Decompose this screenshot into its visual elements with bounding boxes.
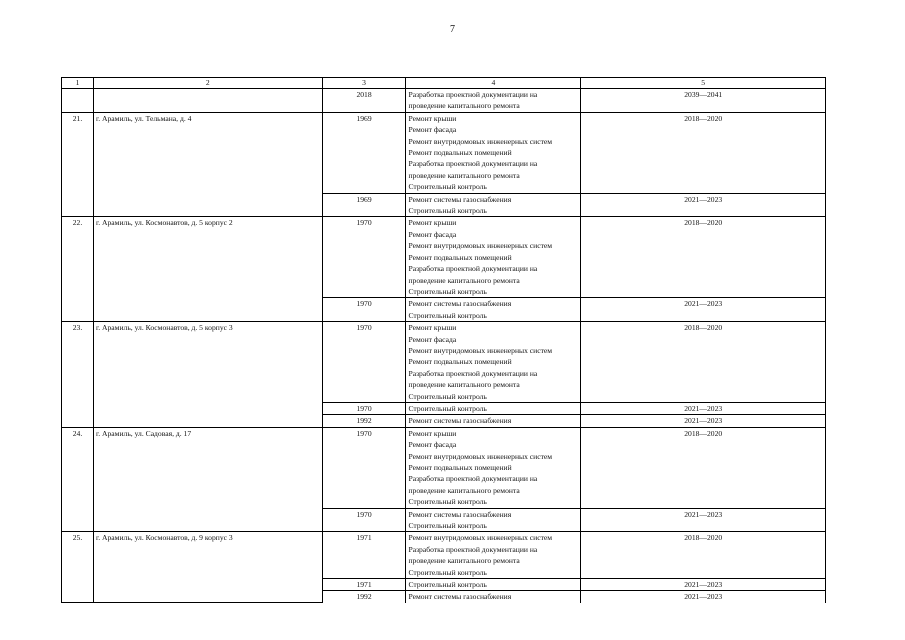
entry-number: 21. — [62, 112, 94, 217]
entry-works — [406, 402, 581, 414]
work-line: Строительный контроль — [408, 521, 487, 531]
work-line: Строительный контроль — [408, 182, 487, 192]
work-line: Разработка проектной документации на — [408, 159, 538, 169]
page-number: 7 — [450, 24, 455, 35]
work-line: Разработка проектной документации на — [408, 264, 538, 274]
work-line: Разработка проектной документации на — [408, 544, 538, 554]
header-cell-3: 3 — [322, 78, 406, 89]
entry-works — [406, 217, 581, 298]
entry-year: 1970 — [322, 427, 406, 508]
entry-year: 1970 — [322, 402, 406, 414]
entry-year: 1970 — [322, 217, 406, 298]
entry-works — [406, 532, 581, 579]
entry-period: 2021—2023 — [581, 402, 826, 414]
entry-works — [406, 508, 581, 532]
work-line: проведение капитального ремонта — [408, 485, 520, 495]
work-line: Ремонт крыши — [408, 428, 457, 438]
work-line: Ремонт системы газоснабжения — [408, 416, 512, 426]
header-cell-5: 5 — [581, 78, 826, 89]
entry-period: 2021—2023 — [581, 193, 826, 217]
work-line: Ремонт крыши — [408, 323, 457, 333]
entry-period: 2021—2023 — [581, 579, 826, 591]
table-row — [62, 427, 826, 508]
entry-number: 23. — [62, 322, 94, 428]
entry-address: г. Арамиль, ул. Садовая, д. 17 — [93, 427, 322, 532]
entry-works — [406, 298, 581, 322]
entry-period: 2018—2020 — [581, 427, 826, 508]
work-line: Ремонт фасада — [408, 440, 457, 450]
work-line: Ремонт системы газоснабжения — [408, 194, 512, 204]
header-cell-2: 2 — [93, 78, 322, 89]
work-line: Разработка проектной документации на — [408, 368, 538, 378]
entry-works — [406, 112, 581, 193]
entry-year: 1970 — [322, 508, 406, 532]
work-line: Ремонт системы газоснабжения — [408, 509, 512, 519]
work-line: Строительный контроль — [408, 497, 487, 507]
continuation-works — [406, 89, 581, 113]
work-line: Ремонт внутридомовых инженерных систем — [408, 345, 553, 355]
entry-address: г. Арамиль, ул. Тельмана, д. 4 — [93, 112, 322, 217]
entry-works — [406, 427, 581, 508]
entry-year: 1992 — [322, 415, 406, 427]
entry-period: 2021—2023 — [581, 298, 826, 322]
work-line: Строительный контроль — [408, 580, 487, 590]
continuation-num-cell — [62, 89, 94, 113]
work-line: Ремонт фасада — [408, 334, 457, 344]
work-line: Ремонт фасада — [408, 125, 457, 135]
entry-year: 1971 — [322, 532, 406, 579]
work-line: Строительный контроль — [408, 206, 487, 216]
entry-period: 2018—2020 — [581, 532, 826, 579]
work-line: Ремонт системы газоснабжения — [408, 592, 512, 602]
work-line: Ремонт крыши — [408, 218, 457, 228]
entry-number: 25. — [62, 532, 94, 603]
work-line: Ремонт системы газоснабжения — [408, 299, 512, 309]
entry-works — [406, 193, 581, 217]
continuation-period: 2039—2041 — [581, 89, 826, 113]
work-line: Ремонт подвальных помещений — [408, 148, 512, 158]
table-row — [62, 112, 826, 193]
entry-address: г. Арамиль, ул. Космонавтов, д. 5 корпус 3 — [93, 322, 322, 428]
table-header-row — [62, 78, 826, 89]
entry-address: г. Арамиль, ул. Космонавтов, д. 9 корпус 3 — [93, 532, 322, 603]
entry-works — [406, 591, 581, 603]
work-line: Ремонт внутридомовых инженерных систем — [408, 451, 553, 461]
work-line: Ремонт подвальных помещений — [408, 463, 512, 472]
work-line: Ремонт внутридомовых инженерных систем — [408, 241, 553, 251]
entry-year: 1969 — [322, 193, 406, 217]
works-table — [61, 77, 826, 603]
entry-period: 2021—2023 — [581, 591, 826, 603]
entry-period: 2018—2020 — [581, 217, 826, 298]
continuation-row — [62, 89, 826, 113]
work-line: Ремонт подвальных помещений — [408, 357, 512, 367]
entry-number: 22. — [62, 217, 94, 322]
entry-address: г. Арамиль, ул. Космонавтов, д. 5 корпус 2 — [93, 217, 322, 322]
entry-number: 24. — [62, 427, 94, 532]
entry-period: 2021—2023 — [581, 415, 826, 427]
entry-works — [406, 415, 581, 427]
work-line: Ремонт фасада — [408, 229, 457, 239]
entry-year: 1971 — [322, 579, 406, 591]
continuation-address-cell — [93, 89, 322, 113]
header-cell-4: 4 — [406, 78, 581, 89]
work-line: проведение капитального ремонта — [408, 101, 520, 111]
entry-works — [406, 322, 581, 403]
entry-year: 1992 — [322, 591, 406, 603]
work-line: Разработка проектной документации на — [408, 474, 538, 484]
table-row — [62, 322, 826, 403]
work-line: проведение капитального ремонта — [408, 170, 520, 180]
work-line: проведение капитального ремонта — [408, 380, 520, 390]
entry-period: 2018—2020 — [581, 322, 826, 403]
work-line: проведение капитального ремонта — [408, 275, 520, 285]
continuation-year: 2018 — [322, 89, 406, 113]
work-line: Строительный контроль — [408, 391, 487, 401]
entry-year: 1970 — [322, 298, 406, 322]
entry-year: 1969 — [322, 112, 406, 193]
work-line: Разработка проектной документации на — [408, 90, 538, 99]
entry-period: 2018—2020 — [581, 112, 826, 193]
work-line: проведение капитального ремонта — [408, 556, 520, 566]
entry-year: 1970 — [322, 322, 406, 403]
work-line: Строительный контроль — [408, 567, 487, 577]
work-line: Строительный контроль — [408, 310, 487, 320]
work-line: Ремонт подвальных помещений — [408, 252, 512, 262]
table-row — [62, 532, 826, 579]
work-line: Строительный контроль — [408, 403, 487, 413]
work-line: Ремонт крыши — [408, 113, 457, 123]
entry-period: 2021—2023 — [581, 508, 826, 532]
work-line: Ремонт внутридомовых инженерных систем — [408, 533, 553, 543]
work-line: Ремонт внутридомовых инженерных систем — [408, 136, 553, 146]
header-cell-1: 1 — [62, 78, 94, 89]
table-row — [62, 217, 826, 298]
entry-works — [406, 579, 581, 591]
work-line: Строительный контроль — [408, 286, 487, 296]
